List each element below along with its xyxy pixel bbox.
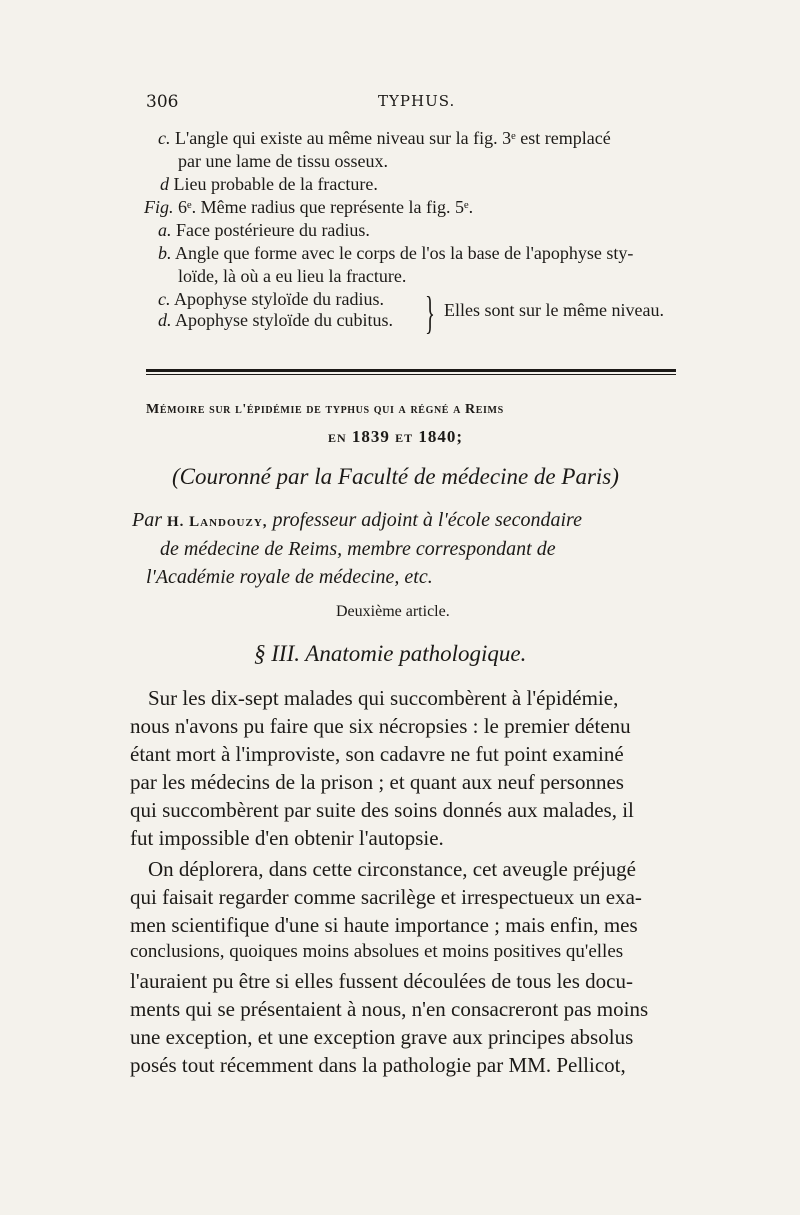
body-line: qui faisait regarder comme sacrilège et irrespectueux un exa- [130, 885, 642, 909]
body-line: posés tout récemment dans la pathologie par MM. Pellicot, [130, 1053, 626, 1077]
note-text: loïde, là où a eu lieu la fracture. [178, 266, 407, 286]
body-line: l'auraient pu être si elles fussent découlées de tous les docu- [130, 969, 633, 993]
author-line3: l'Académie royale de médecine, etc. [146, 566, 433, 588]
note-text: Apophyse styloïde du cubitus. [175, 310, 394, 330]
note-text: Angle que forme avec le corps de l'os la base de l'apophyse sty- [175, 243, 634, 263]
running-title: TYPHUS. [378, 92, 456, 110]
memoir-title-line2: en 1839 et 1840; [328, 427, 464, 446]
article-label: Deuxième article. [336, 603, 450, 620]
body-line: ments qui se présentaient à nous, n'en consacreront pas moins [130, 997, 649, 1021]
body-line: men scientifique d'une si haute importance ; mais enfin, mes [130, 913, 638, 937]
brace-glyph: } [425, 287, 435, 338]
note-label: d [160, 174, 169, 194]
body-line: nous n'avons pu faire que six nécropsies : le premier détenu [130, 714, 631, 738]
figure-note [158, 289, 384, 310]
body-line: On déplorera, dans cette circonstance, cet aveugle préjugé [148, 857, 637, 881]
note-text: par une lame de tissu osseux. [178, 151, 388, 171]
memoir-subtitle: (Couronné par la Faculté de médecine de Paris) [172, 464, 619, 489]
section-heading: § III. Anatomie pathologique. [254, 641, 527, 666]
body-line: Sur les dix-sept malades qui succombèrent à l'épidémie, [148, 686, 619, 710]
note-label: c. [158, 289, 171, 309]
author-line2: de médecine de Reims, membre correspondant de [160, 538, 556, 560]
figure-note [158, 128, 611, 149]
page-header [146, 92, 666, 116]
figure-note [178, 266, 406, 287]
figure-note [144, 197, 473, 218]
author-line1 [132, 509, 582, 532]
figure-note [158, 243, 633, 264]
note-label: a. [158, 220, 172, 240]
author-title: professeur adjoint à l'école secondaire [272, 509, 582, 531]
brace-note: Elles sont sur le même niveau. [444, 300, 664, 320]
body-line: conclusions, quoiques moins absolues et moins positives qu'elles [130, 941, 624, 962]
figure-note [178, 151, 388, 172]
body-line: par les médecins de la prison ; et quant aux neuf personnes [130, 770, 624, 794]
note-text: Face postérieure du radius. [176, 220, 370, 240]
note-text: Apophyse styloïde du radius. [174, 289, 384, 309]
note-text: L'angle qui existe au même niveau sur la fig. 3ᵉ est remplacé [175, 128, 611, 148]
body-line: qui succombèrent par suite des soins donnés aux malades, il [130, 798, 634, 822]
body-line: étant mort à l'improviste, son cadavre ne fut point examiné [130, 742, 624, 766]
figure-note [158, 220, 370, 241]
figure-note [158, 310, 393, 331]
author-name: H. Landouzy, [167, 514, 268, 530]
note-label: d. [158, 310, 172, 330]
note-text: Lieu probable de la fracture. [173, 174, 378, 194]
note-label: c. [158, 128, 171, 148]
author-par: Par [132, 509, 162, 531]
section-divider [146, 369, 676, 372]
memoir-title-line1: Mémoire sur l'épidémie de typhus qui a régné a Reims [146, 402, 504, 417]
note-label: b. [158, 243, 172, 263]
section-divider-thin [146, 374, 676, 375]
figure-note [160, 174, 378, 195]
page-number: 306 [146, 92, 179, 112]
note-label: Fig. [144, 197, 174, 217]
body-line: fut impossible d'en obtenir l'autopsie. [130, 826, 444, 850]
note-text: 6ᵉ. Même radius que représente la fig. 5ᵉ. [178, 197, 474, 217]
body-line: une exception, et une exception grave aux principes absolus [130, 1025, 634, 1049]
